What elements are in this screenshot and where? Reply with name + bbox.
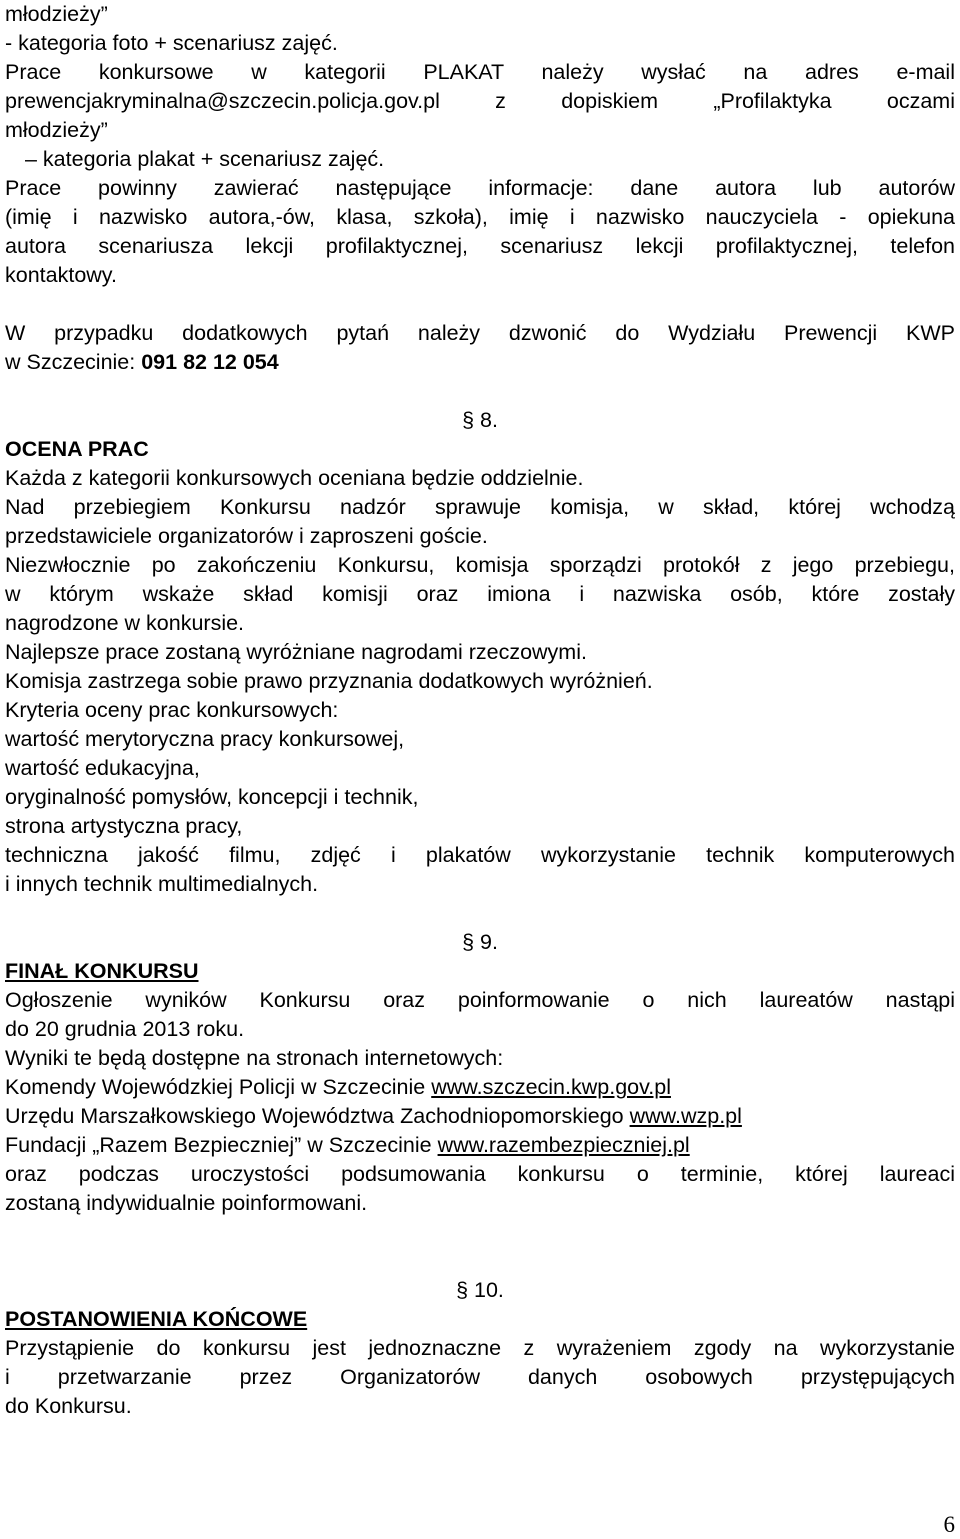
text-line: zostaną indywidualnie poinformowani. (5, 1191, 368, 1215)
text-line: Przystąpienie do konkursu jest jednoznaczne z wyrażeniem zgody na wykorzystanie (5, 1336, 955, 1360)
criteria-item: wartość merytoryczna pracy konkursowej, (5, 727, 405, 751)
section-title: FINAŁ KONKURSU (5, 959, 199, 983)
website-line: Urzędu Marszałkowskiego Województwa Zachodniopomorskiego www.wzp.pl (5, 1104, 742, 1128)
website-line: Fundacji „Razem Bezpieczniej” w Szczecinie www.razembezpieczniej.pl (5, 1133, 690, 1157)
criteria-item: strona artystyczna pracy, (5, 814, 243, 838)
website-link[interactable]: www.wzp.pl (629, 1104, 742, 1128)
website-line: Komendy Wojewódzkiej Policji w Szczecinie www.szczecin.kwp.gov.pl (5, 1075, 671, 1099)
section-number: § 10. (456, 1278, 504, 1302)
section-title: POSTANOWIENIA KOŃCOWE (5, 1307, 308, 1331)
text-line: Najlepsze prace zostaną wyróżniane nagrodami rzeczowymi. (5, 640, 587, 664)
criteria-item: oryginalność pomysłów, koncepcji i technik, (5, 785, 419, 809)
criteria-item: wartość edukacyjna, (5, 756, 200, 780)
page-number: 6 (943, 1512, 955, 1537)
text-line: młodzieży” (5, 2, 108, 26)
website-link[interactable]: www.szczecin.kwp.gov.pl (431, 1075, 671, 1099)
text-line: Komisja zastrzega sobie prawo przyznania dodatkowych wyróżnień. (5, 669, 653, 693)
text-line: Prace powinny zawierać następujące informacje: dane autora lub autorów (5, 176, 955, 200)
contact-prefix: w Szczecinie: (5, 350, 142, 374)
website-link[interactable]: www.razembezpieczniej.pl (437, 1133, 690, 1157)
criteria-item: i innych technik multimedialnych. (5, 872, 319, 896)
text-line: młodzieży” (5, 118, 108, 142)
text-line: oraz podczas uroczystości podsumowania konkursu o terminie, której laureaci (5, 1162, 955, 1186)
text-line: Każda z kategorii konkursowych oceniana będzie oddzielnie. (5, 466, 584, 490)
text-line: do 20 grudnia 2013 roku. (5, 1017, 245, 1041)
contact-line (5, 348, 955, 377)
text-line: Kryteria oceny prac konkursowych: (5, 698, 339, 722)
text-line: (imię i nazwisko autora,-ów, klasa, szkoła), imię i nazwisko nauczyciela - opiekuna (5, 205, 955, 229)
text-line: kontaktowy. (5, 263, 117, 287)
text-line: Prace konkursowe w kategorii PLAKAT należy wysłać na adres e-mail (5, 60, 955, 84)
section-number: § 9. (462, 930, 498, 954)
text-line: Wyniki te będą dostępne na stronach internetowych: (5, 1046, 504, 1070)
text-line: przedstawiciele organizatorów i zaproszeni goście. (5, 524, 488, 548)
text-line: - kategoria foto + scenariusz zajęć. (5, 31, 338, 55)
text-line: Ogłoszenie wyników Konkursu oraz poinformowanie o nich laureatów nastąpi (5, 988, 955, 1012)
text-line: i przetwarzanie przez Organizatorów danych osobowych przystępujących (5, 1365, 955, 1389)
text-line: prewencjakryminalna@szczecin.policja.gov.pl z dopiskiem „Profilaktyka oczami (5, 89, 955, 113)
criteria-item: techniczna jakość filmu, zdjęć i plakatów wykorzystanie technik komputerowych (5, 843, 955, 867)
contact-phone: 091 82 12 054 (141, 350, 279, 374)
text-line: do Konkursu. (5, 1394, 132, 1418)
text-line: – kategoria plakat + scenariusz zajęć. (25, 147, 385, 171)
text-line: nagrodzone w konkursie. (5, 611, 245, 635)
text-line: Niezwłocznie po zakończeniu Konkursu, komisja sporządzi protokół z jego przebiegu, (5, 553, 955, 577)
text-line: autora scenariusza lekcji profilaktycznej, scenariusz lekcji profilaktycznej, telefon (5, 234, 955, 258)
document-page (5, 0, 955, 1421)
section-number: § 8. (462, 408, 498, 432)
text-line: w którym wskaże skład komisji oraz imiona i nazwiska osób, które zostały (5, 582, 955, 606)
section-title: OCENA PRAC (5, 437, 149, 461)
text-line: Nad przebiegiem Konkursu nadzór sprawuje komisja, w skład, której wchodzą (5, 495, 955, 519)
contact-line: W przypadku dodatkowych pytań należy dzwonić do Wydziału Prewencji KWP (5, 321, 955, 345)
